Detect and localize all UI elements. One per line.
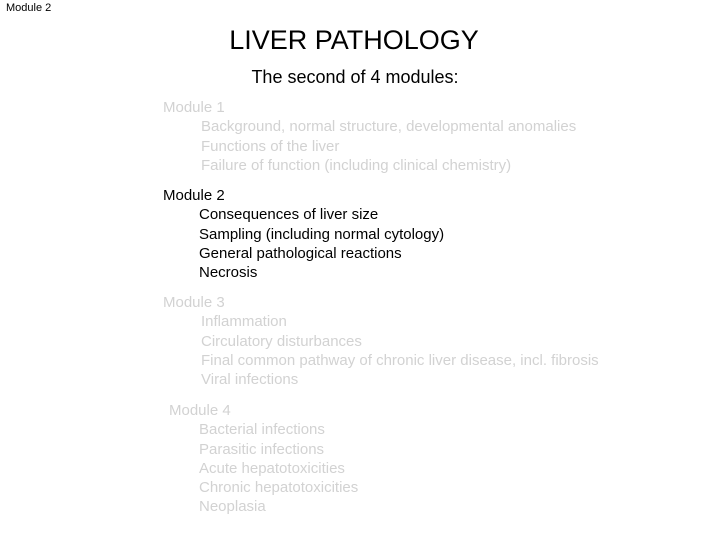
module-2-topic: General pathological reactions	[199, 244, 402, 262]
module-1-topic-list	[163, 117, 576, 175]
module-4-topic: Neoplasia	[199, 498, 266, 516]
module-3-topic-list	[163, 312, 599, 389]
module-1-section	[163, 98, 576, 175]
module-2-heading: Module 2	[163, 187, 225, 204]
module-1-heading: Module 1	[163, 99, 225, 116]
slide-subtitle: The second of 4 modules:	[251, 67, 459, 87]
module-3-topic: Inflammation	[201, 313, 287, 331]
module-3-heading: Module 3	[163, 294, 225, 311]
slide-module-label: Module 2	[6, 2, 52, 14]
module-3-topic: Final common pathway of chronic liver disease, incl. fibrosis	[201, 351, 599, 369]
module-4-topic: Parasitic infections	[199, 440, 325, 458]
slide-title: LIVER PATHOLOGY	[229, 25, 479, 55]
module-4-topic: Acute hepatotoxicities	[199, 459, 345, 477]
module-4-heading: Module 4	[169, 402, 231, 419]
module-2-topic: Sampling (including normal cytology)	[199, 225, 445, 243]
module-4-topic: Chronic hepatotoxicities	[199, 479, 359, 497]
module-1-topic: Background, normal structure, developmental anomalies	[201, 118, 577, 136]
module-2-section	[163, 186, 444, 282]
module-3-topic: Circulatory disturbances	[201, 332, 362, 350]
module-1-topic: Failure of function (including clinical chemistry)	[201, 156, 512, 174]
module-3-topic: Viral infections	[201, 371, 299, 389]
module-1-topic: Functions of the liver	[201, 137, 340, 155]
module-4-section	[169, 401, 358, 517]
module-4-topic: Bacterial infections	[199, 421, 325, 439]
module-2-topic: Necrosis	[199, 264, 258, 282]
module-2-topic: Consequences of liver size	[199, 206, 379, 224]
module-3-section	[163, 293, 599, 389]
module-2-topic-list	[163, 205, 444, 282]
module-4-topic-list	[169, 420, 358, 516]
